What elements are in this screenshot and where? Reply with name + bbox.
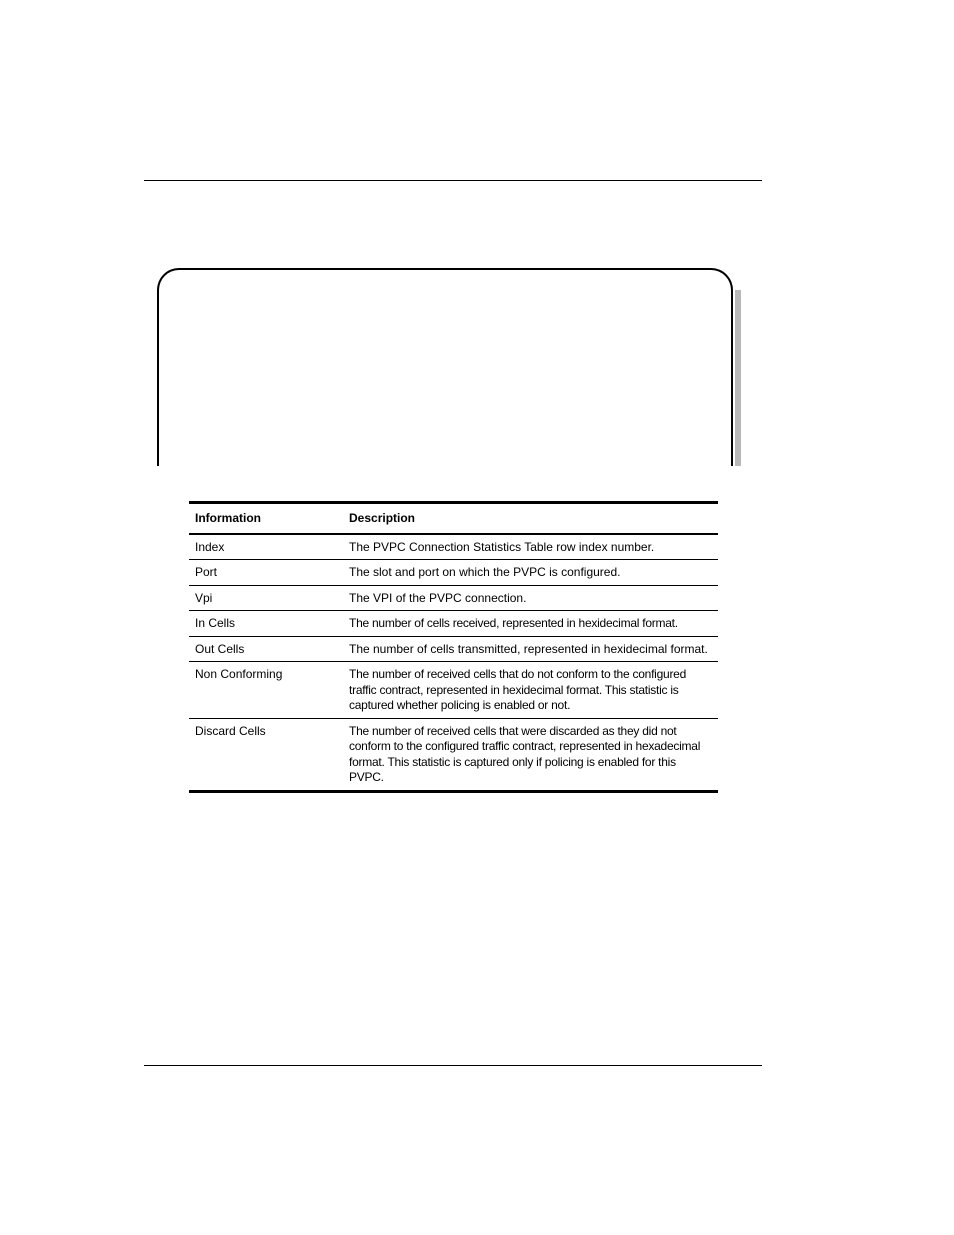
screen-capture-frame <box>157 268 733 488</box>
row-description: The VPI of the PVPC connection. <box>343 585 718 611</box>
table-row <box>189 718 718 791</box>
row-information: Vpi <box>189 585 343 611</box>
header-rule <box>144 180 762 181</box>
table-header-row <box>189 503 718 534</box>
row-information: In Cells <box>189 611 343 637</box>
row-information: Discard Cells <box>189 718 343 791</box>
table-row <box>189 662 718 719</box>
table-row <box>189 560 718 586</box>
table-row <box>189 534 718 560</box>
row-description: The number of received cells that do not conform to the configured traffic contract, represented in hexidecimal format. This statistic is captured whether policing is enabled or not. <box>343 662 718 719</box>
table-row <box>189 585 718 611</box>
row-description: The PVPC Connection Statistics Table row index number. <box>349 539 655 554</box>
screen-frame-shadow <box>735 290 741 488</box>
pvpc-statistics-table <box>189 501 718 793</box>
table-row <box>189 636 718 662</box>
screen-frame-mask <box>150 466 750 496</box>
row-description: The slot and port on which the PVPC is configured. <box>343 560 718 586</box>
table-row <box>189 611 718 637</box>
row-description: The number of received cells that were discarded as they did not conform to the configured traffic contract, represented in hexadecimal format. This statistic is captured only if policing is enabled for this PVPC. <box>343 718 718 791</box>
row-information: Out Cells <box>189 636 343 662</box>
row-information: Non Conforming <box>189 662 343 719</box>
row-description: The number of cells transmitted, represented in hexidecimal format. <box>343 636 718 662</box>
row-description: The number of cells received, represented in hexidecimal format. <box>343 611 718 637</box>
footer-rule <box>144 1065 762 1066</box>
row-information: Index <box>195 539 225 554</box>
column-header-description: Description <box>343 503 718 534</box>
column-header-information: Information <box>189 503 343 534</box>
row-information: Port <box>189 560 343 586</box>
